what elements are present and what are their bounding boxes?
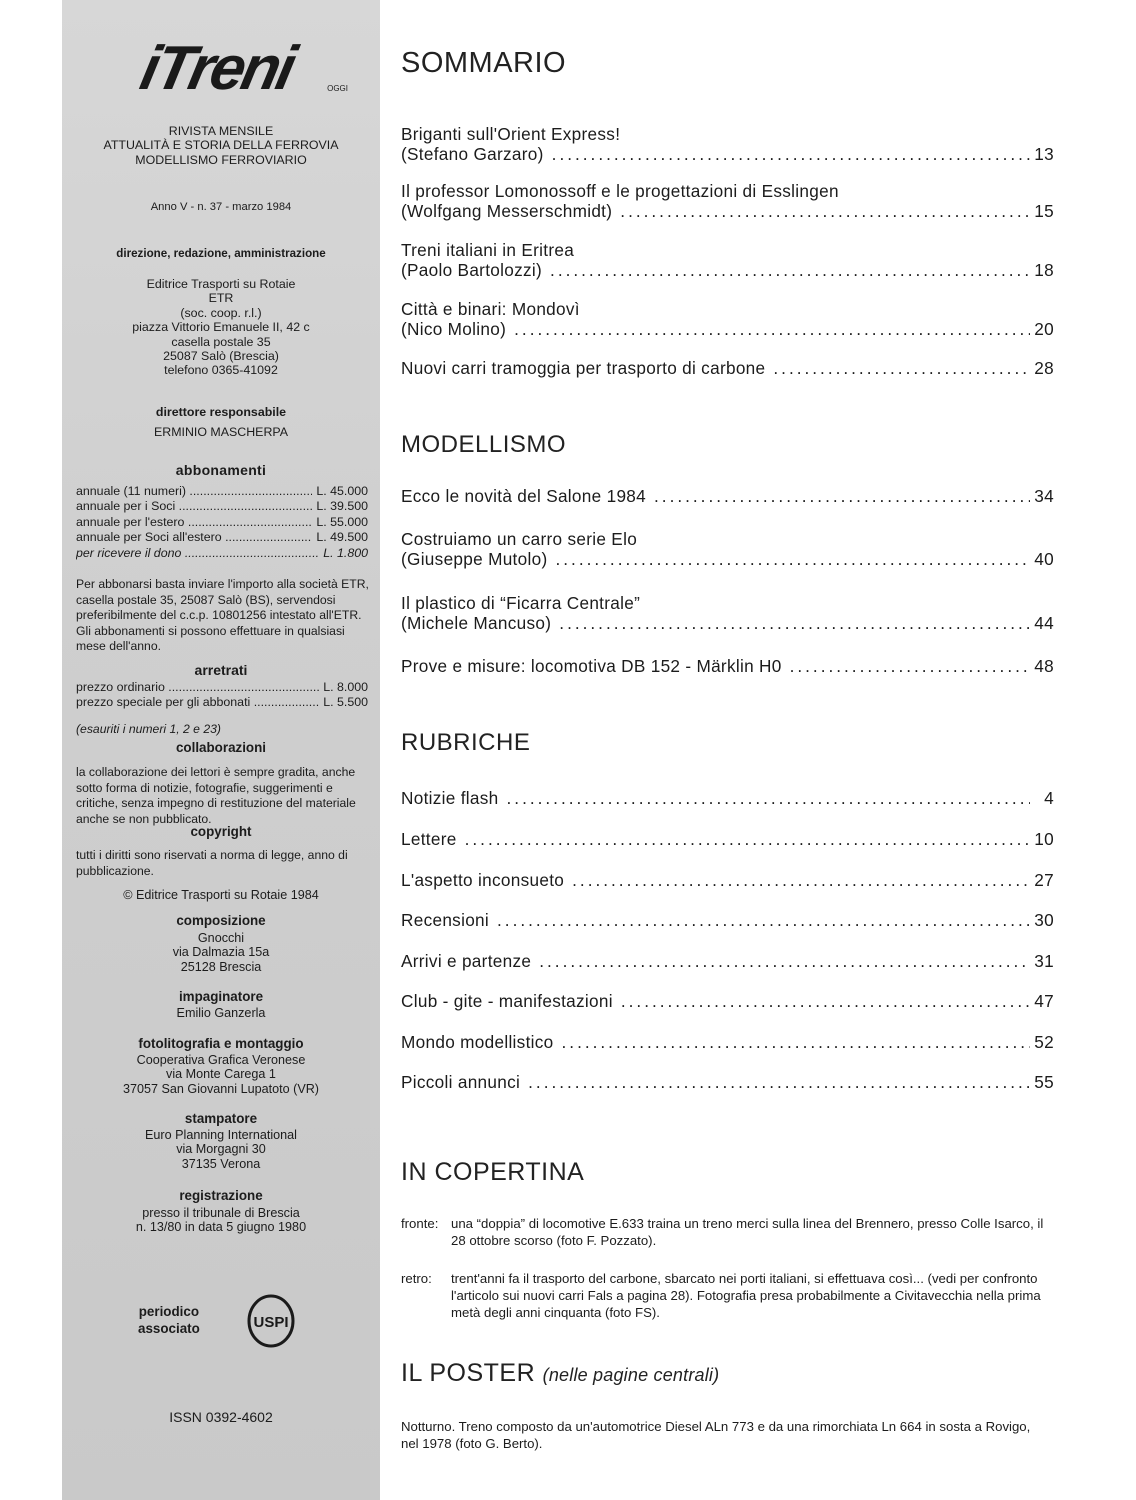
impaginatore-heading: impaginatore — [178, 989, 264, 1004]
poster-heading — [401, 1356, 719, 1392]
toc-leader — [489, 910, 1030, 930]
toc-entry — [401, 910, 1054, 930]
price-label: prezzo speciale per gli abbonati ..... — [76, 695, 319, 710]
toc-entry — [401, 529, 1054, 570]
uspi-text: USPI — [253, 1314, 289, 1331]
price-label: per ricevere il dono ..... — [76, 546, 319, 561]
magazine-logo — [134, 34, 348, 103]
toc-title: Città e binari: Mondovì — [401, 299, 580, 319]
toc-leader — [554, 1032, 1030, 1052]
toc-author: (Michele Mancuso) — [401, 613, 552, 634]
toc-title: Ecco le novità del Salone 1984 — [401, 486, 647, 506]
magazine-description — [62, 124, 380, 167]
publisher-line: (soc. coop. r.l.) — [180, 305, 262, 320]
toc-entry — [401, 486, 1054, 506]
toc-author: (Paolo Bartolozzi) — [401, 260, 543, 281]
composizione-line: via Dalmazia 15a — [172, 945, 270, 960]
toc-page: 52 — [1034, 1032, 1054, 1052]
price-row — [76, 515, 368, 530]
toc-page: 48 — [1034, 656, 1054, 676]
toc-leader — [612, 201, 1030, 221]
toc-page: 18 — [1034, 260, 1054, 281]
toc-title: Mondo modellistico — [401, 1032, 554, 1052]
publisher-address — [62, 277, 380, 378]
price-label: annuale per i Soci ..... — [76, 499, 312, 514]
registrazione-block — [62, 1206, 380, 1235]
toc-leader — [548, 549, 1031, 569]
toc-title: Piccoli annunci — [401, 1072, 521, 1092]
retro-text: trent'anni fa il trasporto del carbone, sbarcato nei porti italiani, si effettuava così... (vedi per confronto l'articolo sui nuovi carri Fals a pagina 28). Fotografia presa probabilmente a Civitavecchia nella prima metà degli anni cinquanta (foto FS). — [451, 1271, 1041, 1320]
price-row — [76, 546, 368, 561]
toc-title: Treni italiani in Eritrea — [401, 240, 575, 260]
fotolito-block — [62, 1053, 380, 1096]
price-label: annuale per l'estero ..... — [76, 515, 312, 530]
toc-page: 15 — [1034, 201, 1054, 222]
registrazione-line: n. 13/80 in data 5 giugno 1980 — [135, 1220, 307, 1235]
price-label: prezzo ordinario ..... — [76, 680, 319, 695]
copyright-line: © Editrice Trasporti su Rotaie 1984 — [123, 888, 319, 902]
periodico-line: periodico — [138, 1304, 200, 1319]
toc-page: 47 — [1034, 991, 1054, 1011]
registrazione-line: presso il tribunale di Brescia — [142, 1206, 300, 1220]
issue-info: Anno V - n. 37 - marzo 1984 — [150, 201, 292, 213]
toc-page: 10 — [1034, 829, 1054, 849]
toc-leader — [520, 1072, 1030, 1092]
toc-leader — [564, 870, 1030, 890]
toc-leader — [613, 991, 1030, 1011]
toc-title: Costruiamo un carro serie Elo — [401, 529, 638, 549]
toc-title: Briganti sull'Orient Express! — [401, 124, 621, 144]
toc-title: Notizie flash — [401, 788, 499, 808]
toc-author: (Wolfgang Messerschmidt) — [401, 201, 613, 222]
modellismo-title: MODELLISMO — [401, 431, 567, 458]
toc-entry — [401, 870, 1054, 890]
magazine-line: ATTUALITÀ E STORIA DELLA FERROVIA — [103, 138, 339, 153]
toc-author: (Nico Molino) — [401, 319, 507, 340]
poster-subtitle: (nelle pagine centrali) — [542, 1365, 720, 1385]
toc-page: 13 — [1034, 144, 1054, 165]
toc-entry — [401, 124, 1054, 165]
copyright-heading: copyright — [190, 824, 252, 839]
toc-leader — [506, 319, 1030, 339]
retro-label: retro: — [401, 1271, 432, 1286]
toc-leader — [542, 260, 1030, 280]
toc-entry — [401, 240, 1054, 281]
toc-author: (Stefano Garzaro) — [401, 144, 544, 165]
uspi-logo — [247, 1294, 295, 1348]
poster-text: Notturno. Treno composto da un'automotrice Diesel ALn 773 e da una rimorchiata Ln 664 in sosta a Rovigo, nel 1978 (foto G. Berto). — [401, 1419, 1031, 1451]
price-row — [76, 530, 368, 545]
toc-leader — [765, 358, 1030, 378]
publisher-line: casella postale 35 — [171, 334, 271, 349]
logo-suffix: OGGI — [327, 83, 348, 93]
abbonamenti-note: Per abbonarsi basta inviare l'importo alla società ETR, casella postale 35, 25087 Salò (BS), servendosi preferibilmente del c.c.p. 10801256 intestato all'ETR. Gli abbonamenti si possono effettuare in qualsiasi mese dell'anno. — [76, 577, 369, 654]
toc-title: Recensioni — [401, 910, 490, 930]
toc-leader — [457, 829, 1030, 849]
price-value: L. 45.000 — [316, 484, 368, 498]
fotolito-line: via Monte Carega 1 — [166, 1067, 276, 1082]
toc-entry — [401, 829, 1054, 849]
publisher-line: ETR — [208, 291, 234, 306]
toc-entry — [401, 358, 1054, 378]
fotolito-heading: fotolitografia e montaggio — [138, 1036, 304, 1051]
toc-leader — [499, 788, 1030, 808]
fronte-note — [401, 1215, 1051, 1249]
price-value: L. 8.000 — [323, 680, 368, 694]
fronte-label: fronte: — [401, 1216, 439, 1231]
price-row — [76, 680, 368, 695]
copyright-text: tutti i diritti sono riservati a norma di legge, anno di pubblicazione. — [76, 848, 348, 878]
toc-title: Nuovi carri tramoggia per trasporto di carbone — [401, 358, 766, 378]
toc-entry — [401, 181, 1054, 222]
toc-entry — [401, 299, 1054, 340]
stampatore-heading: stampatore — [184, 1111, 258, 1126]
arretrati-heading: arretrati — [194, 662, 248, 678]
toc-page: 34 — [1034, 486, 1054, 506]
toc-page: 28 — [1034, 358, 1054, 378]
fotolito-line: Cooperativa Grafica Veronese — [136, 1053, 306, 1067]
composizione-heading: composizione — [176, 913, 266, 928]
toc-page: 44 — [1034, 613, 1054, 634]
toc-entry — [401, 991, 1054, 1011]
price-value: L. 39.500 — [316, 499, 368, 514]
periodico-associato — [138, 1303, 200, 1337]
price-row — [76, 484, 368, 499]
stampatore-line: Euro Planning International — [145, 1128, 297, 1142]
esauriti-note: (esauriti i numeri 1, 2 e 23) — [76, 722, 221, 736]
rubriche-title: RUBRICHE — [401, 729, 531, 756]
retro-note — [401, 1270, 1051, 1321]
price-label: annuale (11 numeri) ..... — [76, 484, 312, 499]
toc-entry — [401, 593, 1054, 634]
fronte-text: una “doppia” di locomotive E.633 traina un treno merci sulla linea del Brennero, presso Colle Isarco, il 28 ottobre scorso (foto F. Pozzato). — [451, 1216, 1044, 1248]
toc-page: 27 — [1034, 870, 1054, 890]
collaborazioni-text: la collaborazione dei lettori è sempre gradita, anche sotto forma di notizie, fotografie, suggerimenti e critiche, senza impegno di restituzione del materiale anche se non pubblicato. — [76, 765, 356, 826]
sommario-title: SOMMARIO — [401, 47, 567, 79]
registrazione-heading: registrazione — [179, 1188, 263, 1203]
colophon-sidebar — [62, 0, 380, 1500]
impaginatore-name: Emilio Ganzerla — [176, 1006, 266, 1020]
toc-leader — [782, 656, 1030, 676]
toc-title: Il professor Lomonossoff e le progettazioni di Esslingen — [401, 181, 839, 201]
toc-page: 30 — [1034, 910, 1054, 930]
composizione-block — [62, 931, 380, 974]
periodico-line: associato — [138, 1321, 200, 1336]
toc-leader — [531, 951, 1030, 971]
magazine-line: MODELLISMO FERROVIARIO — [135, 152, 307, 167]
toc-leader — [544, 144, 1030, 164]
toc-leader — [551, 613, 1030, 633]
toc-entry — [401, 951, 1054, 971]
price-value: L. 5.500 — [323, 695, 368, 710]
magazine-line: RIVISTA MENSILE — [168, 124, 274, 138]
abbonamenti-list — [76, 484, 368, 561]
toc-title: Prove e misure: locomotiva DB 152 - Märklin H0 — [401, 656, 782, 676]
price-row — [76, 695, 368, 710]
price-value: L. 1.800 — [323, 545, 368, 560]
toc-leader — [646, 486, 1030, 506]
toc-author: (Giuseppe Mutolo) — [401, 549, 548, 570]
publisher-line: Editrice Trasporti su Rotaie — [146, 277, 296, 291]
price-value: L. 55.000 — [316, 514, 368, 529]
price-label: annuale per Soci all'estero ..... — [76, 530, 312, 545]
issn-number: ISSN 0392-4602 — [169, 1409, 273, 1425]
arretrati-list — [76, 680, 368, 711]
stampatore-line: 37135 Verona — [181, 1156, 261, 1171]
toc-page: 55 — [1034, 1072, 1054, 1092]
toc-title: Arrivi e partenze — [401, 951, 532, 971]
toc-page: 31 — [1034, 951, 1054, 971]
logo-wordmark: iTreni — [134, 34, 300, 103]
price-value: L. 49.500 — [316, 530, 368, 545]
publisher-line: piazza Vittorio Emanuele II, 42 c — [132, 320, 310, 335]
direttore-name: ERMINIO MASCHERPA — [153, 425, 288, 439]
toc-entry — [401, 1032, 1054, 1052]
toc-entry — [401, 788, 1054, 808]
toc-title: Il plastico di “Ficarra Centrale” — [401, 593, 641, 613]
toc-title: Lettere — [401, 829, 457, 849]
publisher-line: telefono 0365-41092 — [164, 363, 278, 378]
toc-title: L'aspetto inconsueto — [401, 870, 565, 890]
composizione-line: Gnocchi — [197, 931, 245, 945]
stampatore-block — [62, 1128, 380, 1171]
copertina-title: IN COPERTINA — [401, 1158, 585, 1186]
collaborazioni-heading: collaborazioni — [175, 740, 267, 755]
direttore-heading: direttore responsabile — [155, 405, 287, 419]
abbonamenti-heading: abbonamenti — [175, 462, 267, 478]
toc-entry — [401, 656, 1054, 676]
direzione-heading: direzione, redazione, amministrazione — [116, 247, 326, 260]
poster-title: IL POSTER — [401, 1359, 536, 1387]
price-row — [76, 499, 368, 514]
stampatore-line: via Morgagni 30 — [176, 1142, 266, 1157]
toc-page: 40 — [1034, 549, 1054, 570]
fotolito-line: 37057 San Giovanni Lupatoto (VR) — [122, 1081, 320, 1096]
toc-entry — [401, 1072, 1054, 1092]
toc-page: 20 — [1034, 319, 1054, 340]
toc-page: 4 — [1044, 788, 1054, 808]
toc-title: Club - gite - manifestazioni — [401, 991, 613, 1011]
publisher-line: 25087 Salò (Brescia) — [163, 349, 279, 364]
composizione-line: 25128 Brescia — [180, 959, 262, 974]
